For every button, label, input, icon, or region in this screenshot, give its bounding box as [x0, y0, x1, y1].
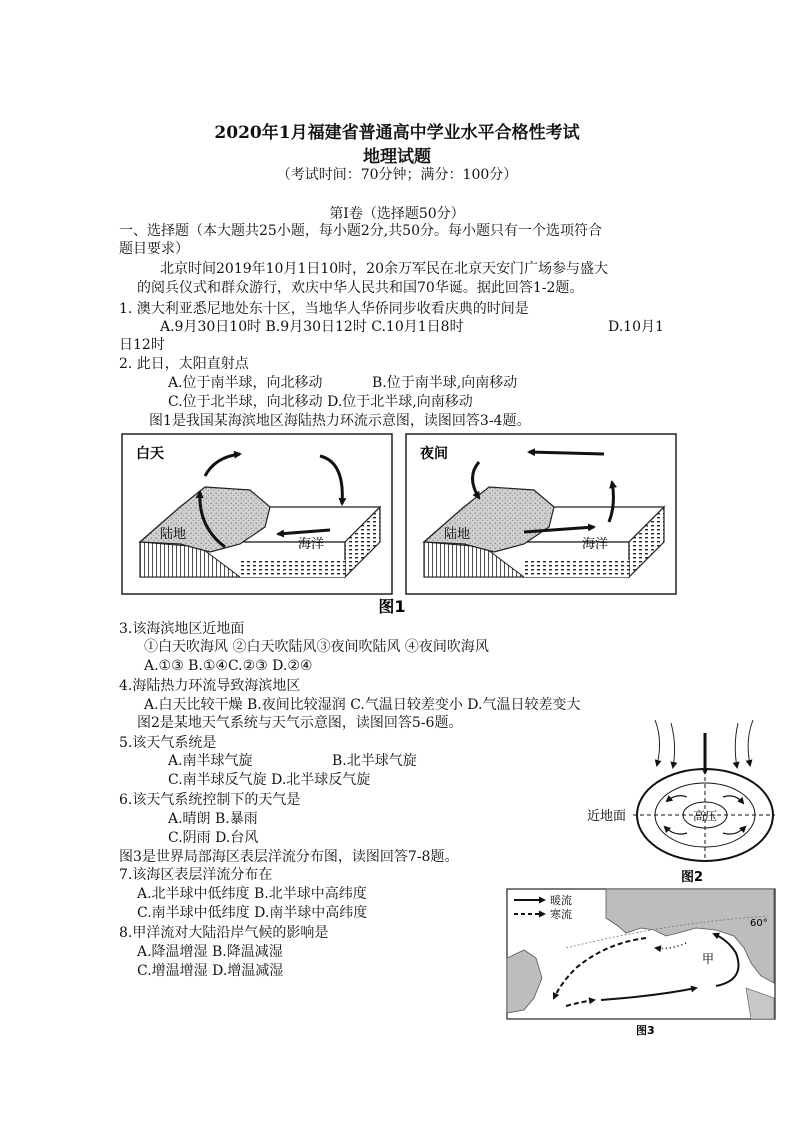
question-7-stem: 7.该海区表层洋流分布在 [119, 867, 273, 883]
question-2-stem: 2. 此日，太阳直射点 [119, 356, 249, 372]
question-4-options: A.白天比较干燥 B.夜间比较湿润 C.气温日较差变小 D.气温日较差变大 [144, 697, 581, 713]
question-3-options: A.①③ B.①④C.②③ D.②④ [144, 658, 313, 674]
figure-3-caption: 图3 [636, 1024, 655, 1037]
legend-cold: 寒流 [550, 908, 572, 921]
question-7-option-ab: A.北半球中低纬度 B.北半球中高纬度 [137, 886, 367, 902]
question-2-option-cd: C.位于北半球，向北移动 D.位于北半球,向南移动 [168, 394, 473, 410]
night-land-label: 陆地 [444, 527, 471, 542]
figure-2-high-label: 高压 [692, 809, 718, 823]
section-instructions-cont: 题目要求） [119, 241, 189, 257]
question-2-option-a: A.位于南半球，向北移动 [168, 375, 323, 391]
night-sea-label: 海洋 [582, 537, 609, 552]
figure-3-lat-label: 60° [750, 918, 768, 929]
figure-1-sea-land-breeze [120, 432, 680, 620]
question-5-option-cd: C.南半球反气旋 D.北半球反气旋 [168, 772, 371, 788]
question-1-options: A.9月30日10时 B.9月30日12时 C.10月1日8时 [160, 319, 464, 335]
context-parade-cont: 的阅兵仪式和群众游行，欢庆中华人民共和国70华诞。据此回答1-2题。 [137, 280, 584, 296]
figure-1-night-panel [406, 434, 676, 594]
exam-info: （考试时间：70分钟；满分：100分） [276, 167, 518, 183]
question-1-option-d: D.10月1 [608, 319, 664, 335]
figure-1-caption: 图1 [378, 597, 406, 616]
question-2-option-b: B.位于南半球,向南移动 [372, 375, 518, 391]
question-5-stem: 5.该天气系统是 [119, 735, 217, 751]
context-figure2: 图2是某地天气系统与天气示意图，读图回答5-6题。 [137, 715, 463, 731]
question-1-option-d-cont: 日12时 [119, 337, 165, 353]
day-label: 白天 [136, 446, 164, 462]
question-6-option-ab: A.晴朗 B.暴雨 [168, 811, 258, 827]
figure-1-day-panel [122, 434, 392, 594]
day-sea-label: 海洋 [298, 537, 325, 552]
question-6-option-cd: C.阴雨 D.台风 [168, 830, 259, 846]
question-5-option-b: B.北半球气旋 [332, 753, 417, 769]
question-8-option-cd: C.增温增湿 D.增温减湿 [137, 963, 284, 979]
question-4-stem: 4.海陆热力环流导致海滨地区 [119, 678, 301, 694]
question-6-stem: 6.该天气系统控制下的天气是 [119, 792, 301, 808]
figure-3-ocean-currents [506, 888, 776, 1038]
question-7-option-cd: C.南半球中低纬度 D.南半球中高纬度 [137, 905, 368, 921]
figure-2-ground-label: 近地面 [587, 809, 627, 824]
figure-3-current-label: 甲 [702, 952, 715, 966]
exam-title: 2020年1月福建省普通高中学业水平合格性考试 [214, 123, 580, 143]
context-parade: 北京时间2019年10月1日10时，20余万军民在北京天安门广场参与盛大 [160, 261, 608, 277]
context-figure3: 图3是世界局部海区表层洋流分布图，读图回答7-8题。 [119, 849, 459, 865]
question-5-option-a: A.南半球气旋 [168, 753, 253, 769]
section-heading: 第Ⅰ卷（选择题50分） [329, 206, 465, 222]
question-1-stem: 1. 澳大利亚悉尼地处东十区，当地华人华侨同步收看庆典的时间是 [119, 301, 529, 317]
question-3-statements: ①白天吹海风 ②白天吹陆风③夜间吹陆风 ④夜间吹海风 [144, 639, 489, 655]
question-8-option-ab: A.降温增湿 B.降温减湿 [137, 944, 283, 960]
question-8-stem: 8.甲洋流对大陆沿岸气候的影响是 [119, 925, 329, 941]
figure-2-caption: 图2 [681, 870, 704, 885]
day-land-label: 陆地 [160, 527, 187, 542]
exam-subtitle: 地理试题 [363, 147, 431, 167]
question-3-stem: 3.该海滨地区近地面 [119, 621, 245, 637]
legend-warm: 暖流 [550, 894, 572, 907]
context-figure1: 图1是我国某海滨地区海陆热力环流示意图，读图回答3-4题。 [149, 413, 531, 429]
figure-2-anticyclone [585, 715, 775, 890]
night-label: 夜间 [420, 446, 448, 462]
section-instructions: 一、选择题（本大题共25小题，每小题2分,共50分。每小题只有一个选项符合 [119, 223, 602, 239]
